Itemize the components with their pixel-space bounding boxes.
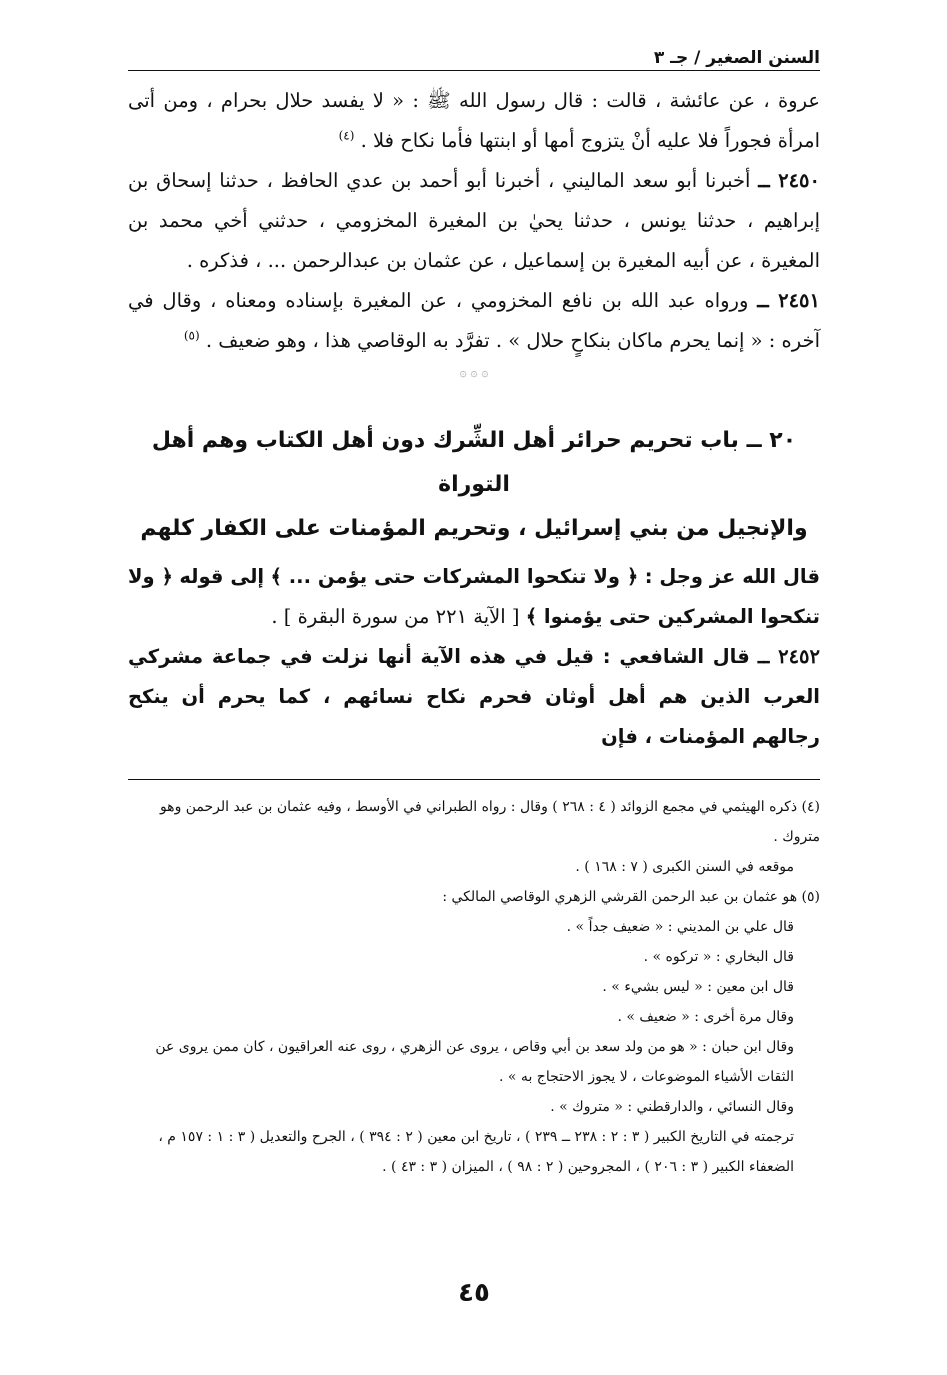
document-page [128,40,820,1360]
verse-quote: ﴿ ولا تنكحوا المشركين حتى يؤمنوا ﴾ [128,565,820,628]
footnote: قال ابن معين : « ليس بشيء » . [602,979,794,995]
verse-quote: ﴿ ولا تنكحوا المشركات حتى يؤمن ... ﴾ [270,565,639,588]
footnote: (٥) هو عثمان بن عبد الرحمن القرشي الزهري الوقاصي المالكي : [442,889,820,905]
footnote: وقال ابن حبان : « هو من ولد سعد بن أبي وقاص ، يروى عن الزهري ، روى عنه العراقيون ، كان ممن يروى عن الثقات الأشياء الموضوعات ، لا يجوز الاحتجاج به » . [155,1039,794,1085]
header-title: السنن الصغير / جـ ٣ [653,48,820,68]
verse-reference: [ الآية ٢٢١ من سورة البقرة ] . [271,605,520,628]
paragraph-2450 [128,161,820,281]
verse-middle: إلى قوله [179,565,265,588]
footnote: قال علي بن المديني : « ضعيف جداً » . [566,919,794,935]
footnote: وقال النسائي ، والدارقطني : « متروك » . [550,1099,794,1115]
paragraph-2451 [128,281,820,361]
footnote-ref: (٤) [338,128,355,143]
footnote: قال البخاري : « تركوه » . [643,949,794,965]
paragraph-2452 [128,637,820,757]
paragraph-text: قال الشافعي : قيل في هذه الآية أنها نزلت في جماعة مشركي العرب الذين هم أهل أوثان فحرم نكاح نسائهم ، كما يحرم أن ينكح رجالهم المؤمنات ، فإن [128,645,820,748]
footnote: وقال مرة أخرى : « ضعيف » . [617,1009,794,1025]
footnotes-divider [128,779,820,780]
page-number: ٤٥ [458,1278,490,1308]
footnote: ترجمته في التاريخ الكبير ( ٣ : ٢ : ٢٣٨ ــ ٢٣٩ ) ، تاريخ ابن معين ( ٢ : ٣٩٤ ) ، الجرح والتعديل ( ٣ : ١ : ١٥٧ م ، الضعفاء الكبير ( ٣ : ٢٠٦ ) ، المجروحين ( ٢ : ٩٨ ) ، الميزان ( ٣ : ٤٣ ) . [158,1129,794,1175]
running-header [128,40,820,71]
footnote: (٤) ذكره الهيثمي في مجمع الزوائد ( ٤ : ٢٦٨ ) وقال : رواه الطبراني في الأوسط ، وفيه عثمان بن عبد الرحمن وهو متروك . [159,799,820,845]
section-separator: ۞ ۞ ۞ [459,365,489,379]
footnotes [128,792,820,1182]
quran-citation [128,557,820,637]
chapter-title-line: ٢٠ ــ باب تحريم حرائر أهل الشِّرك دون أهل الكتاب وهم أهل التوراة [151,428,797,497]
verse-intro: قال الله عز وجل : [644,565,820,588]
main-text [128,81,820,361]
paragraph-text: عروة ، عن عائشة ، قالت : قال رسول الله ﷺ : « لا يفسد حلال بحرام ، ومن أتى امرأة فجوراً فلا عليه أنْ يتزوج أمها أو ابنتها فأما نكاح فلا . [128,89,820,152]
footnote: موقعه في السنن الكبرى ( ٧ : ١٦٨ ) . [575,859,794,875]
chapter-title-line: والإنجيل من بني إسرائيل ، وتحريم المؤمنات على الكفار كلهم [140,516,808,541]
chapter-heading [128,419,820,551]
hadith-number: ٢٤٥١ ــ [757,289,820,312]
paragraph-text: ورواه عبد الله بن نافع المخزومي ، عن المغيرة بإسناده ومعناه ، وقال في آخره : « إنما يحرم ماكان بنكاحٍ حلال » . تفرَّد به الوقاصي هذا ، وهو ضعيف . [128,289,820,352]
hadith-number: ٢٤٥٢ ــ [757,645,820,668]
hadith-number: ٢٤٥٠ ــ [758,169,821,192]
paragraph-text: أخبرنا أبو سعد الماليني ، أخبرنا أبو أحمد بن عدي الحافظ ، حدثنا إسحاق بن إبراهيم ، حدثنا يونس ، حدثنا يحيٰ بن المغيرة المخزومي ، حدثني أخي محمد بن المغيرة ، عن أبيه المغيرة بن إسماعيل ، عن عثمان بن عبدالرحمن ... ، فذكره . [128,169,820,272]
footnote-ref: (٥) [183,328,200,343]
paragraph-continuation [128,81,820,161]
